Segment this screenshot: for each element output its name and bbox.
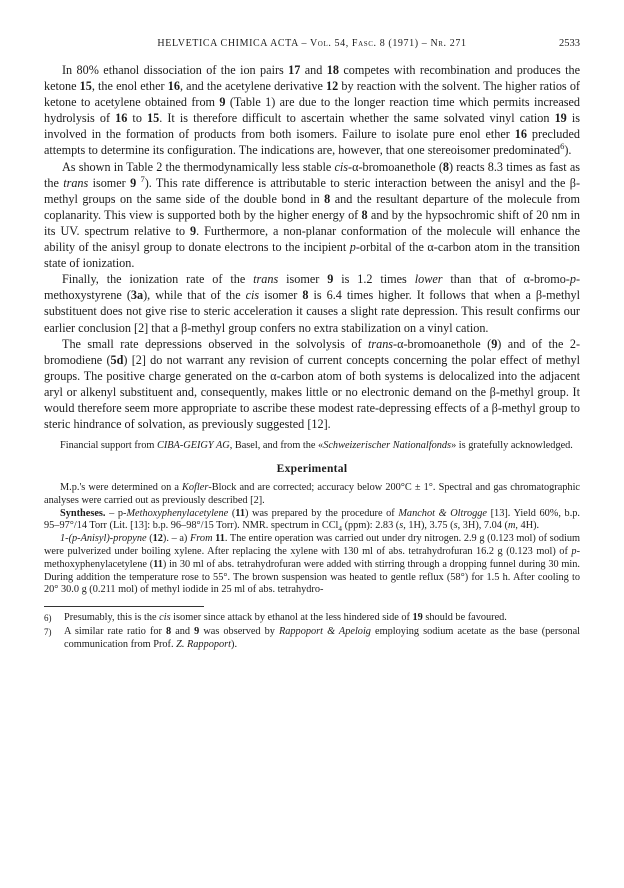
footnote-text: Presumably, this is the cis isomer since attack by ethanol at the less hindered side of 19 should be favoured. xyxy=(64,612,507,624)
footnotes xyxy=(44,612,580,651)
paragraph: Finally, the ionization rate of the trans isomer 9 is 1.2 times lower than that of α-bromo-p-methoxystyrene (3a), while that of the cis isomer 8 is 6.4 times higher. It follows that when a β-methyl substituent does not give rise to steric acceleration it causes a slight rate depression. This result confirms our earlier conclusion [2] that a β-methyl group confers no extra stabilization on a vinyl cation. xyxy=(44,272,581,335)
footnote-mark: 7) xyxy=(44,626,52,637)
running-head: HELVETICA CHIMICA ACTA – Vol. 54, Fasc. 8 (1971) – Nr. 271 xyxy=(157,38,467,49)
body-text xyxy=(44,62,580,432)
footnote-text: A similar rate ratio for 8 and 9 was observed by Rappoport & Apeloig employing sodium acetate as the base (personal communication from Prof. Z. Rappoport). xyxy=(64,625,581,650)
footnote-rule xyxy=(44,606,204,607)
footnote xyxy=(44,626,580,652)
experimental-paragraph: M.p.'s were determined on a Kofler-Block and are corrected; accuracy below 200°C ± 1°. Spectral and gas chromatographic analyses were carried out as previously described [2]. xyxy=(44,481,580,506)
acknowledgment xyxy=(44,440,580,453)
paragraph: As shown in Table 2 the thermodynamically less stable cis-α-bromoanethole (8) reacts 8.3 times as fast as the trans isomer 9 $^7$). This rate difference is attributable to steric interaction between the anisyl and the β-methyl groups on the same side of the double bond in 8 and the resultant departure of the molecule from coplanarity. This view is supported both by the higher energy of 8 and by the hypsochromic shift of 20 nm in its UV. spectrum relative to 9. Furthermore, a non-planar conformation of the molecule will enhance the ability of the anisyl group to donate electrons to the incipient p-orbital of the α-carbon atom in the transition state of ionization. xyxy=(44,159,581,271)
experimental-paragraph: 1-(p-Anisyl)-propyne (12). – a) From 11. The entire operation was carried out under dry nitrogen. 2.9 g (0.123 mol) of sodium were pulverized under boiling xylene. After replacing the xylene with 130 ml of abs. tetrahydrofuran 16.2 g (0.123 mol) of p-methoxyphenylacetylene (11) in 30 ml of abs. tetrahydrofuran were added with stirring through a dropping funnel during 30 min. During addition the temperature rose to 55°. The brown suspension was heated to gentle reflux (58°) for 1.5 h. After cooling to 20° 30.0 g (0.211 mol) of methyl iodide in 25 ml of abs. tetrahydro- xyxy=(44,533,581,596)
experimental-section xyxy=(44,482,580,597)
footnote-mark: 6) xyxy=(44,613,52,624)
paragraph: In 80% ethanol dissociation of the ion pairs 17 and 18 competes with recombination and produces the ketone 15, the enol ether 16, and the acetylene derivative 12 by reaction with the solvent. The higher ratios of ketone to acetylene obtained from 9 (Table 1) are due to the longer reaction time which permits increased hydrolysis of 16 to 15. It is therefore difficult to ascertain whether the same solvated vinyl cation 19 is involved in the formation of products from both isomers. Failure to isolate pure enol ether 16 precluded attempts to determine its configuration. The indications are, however, that one stereoisomer predominated$^6$). xyxy=(44,63,580,158)
page-number: 2533 xyxy=(559,38,580,49)
acknowledgment-text: Financial support from CIBA-GEIGY AG, Basel, and from the «Schweizerischer Nationalfonds» is gratefully acknowledged. xyxy=(60,440,573,452)
running-header xyxy=(44,38,580,54)
section-title: Experimental xyxy=(276,462,348,475)
footnote xyxy=(44,612,580,625)
paragraph: The small rate depressions observed in the solvolysis of trans-α-bromoanethole (9) and of the 2-bromodiene (5d) [2] do not warrant any revision of current concepts concerning the polar effect of methyl groups. The positive charge generated on the α-carbon atom of both systems is delocalized into the adjacent aryl or alkenyl substituent and, consequently, makes little or no electronic demand on the β-methyl group. It would therefore seem more appropriate to ascribe these modest rate-depressing effects of a β-methyl group to steric hindrance of solvation, as previously suggested [12]. xyxy=(44,336,581,432)
experimental-paragraph: Syntheses. – p-Methoxyphenylacetylene (11) was prepared by the procedure of Manchot & Oltrogge [13]. Yield 60%, b.p. 95–97°/14 Torr (Lit. [13]: b.p. 96–98°/15 Torr). NMR. spectrum in CCl$_4$ (ppm): 2.83 (s, 1H), 3.75 (s, 3H), 7.04 (m, 4H). xyxy=(44,507,580,534)
